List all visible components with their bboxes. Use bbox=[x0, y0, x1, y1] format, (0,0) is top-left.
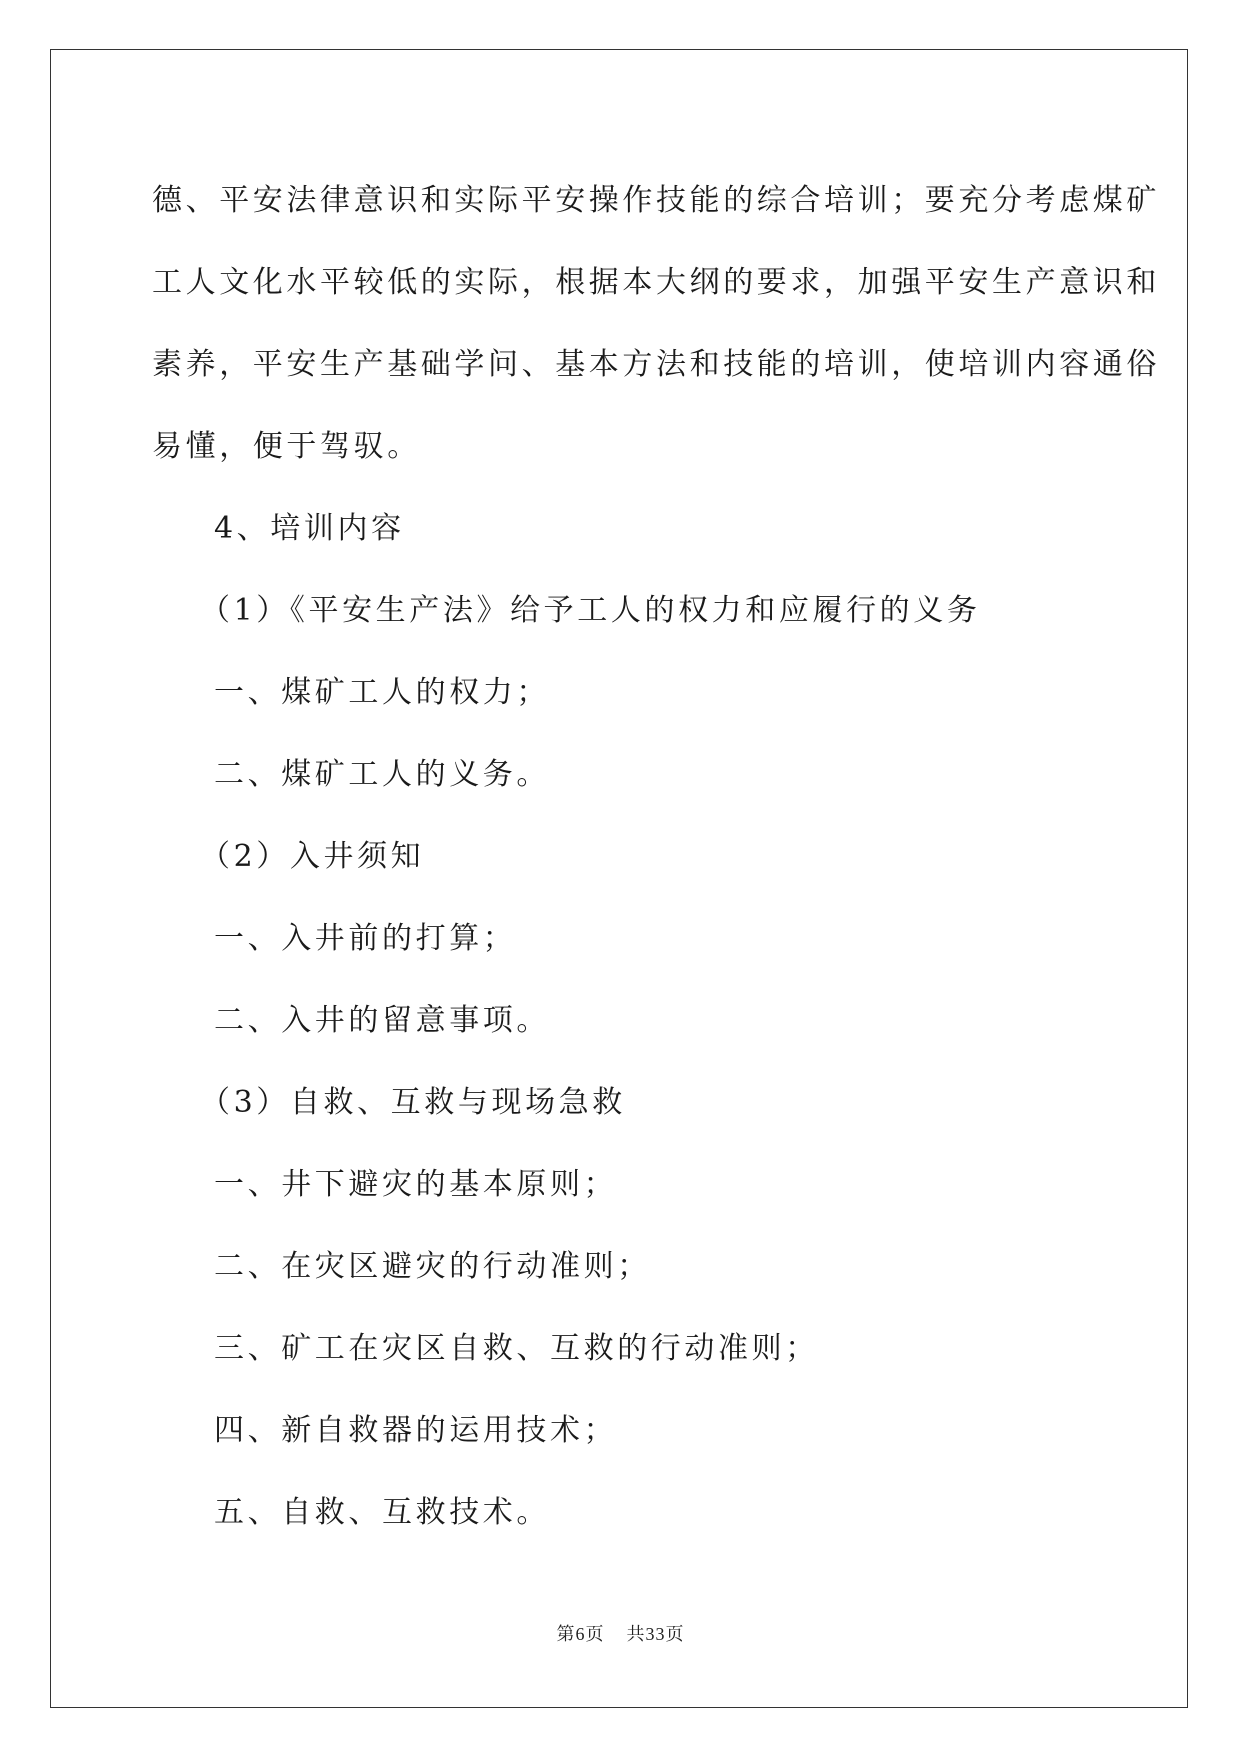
page-total: 共33页 bbox=[626, 1624, 685, 1644]
list-item: 四、新自救器的运用技术； bbox=[214, 1413, 618, 1448]
body-line: 德、平安法律意识和实际平安操作技能的综合培训；要充分考虑煤矿 bbox=[152, 183, 1160, 218]
page-number: 第6页 bbox=[556, 1624, 605, 1644]
subsection-heading: （2）入井须知 bbox=[200, 839, 425, 874]
list-item: 一、井下避灾的基本原则； bbox=[214, 1167, 618, 1202]
subsection-heading: （1）《平安生产法》给予工人的权力和应履行的义务 bbox=[200, 593, 981, 628]
page-footer bbox=[0, 1620, 1241, 1646]
document-body bbox=[152, 160, 1160, 1554]
list-item: 一、入井前的打算； bbox=[214, 921, 517, 956]
section-heading: 4、培训内容 bbox=[214, 511, 405, 546]
list-item: 一、煤矿工人的权力； bbox=[214, 675, 550, 710]
list-item: 二、煤矿工人的义务。 bbox=[214, 757, 550, 792]
list-item: 二、在灾区避灾的行动准则； bbox=[214, 1249, 651, 1284]
list-item: 三、矿工在灾区自救、互救的行动准则； bbox=[214, 1331, 819, 1366]
body-line: 素养，平安生产基础学问、基本方法和技能的培训，使培训内容通俗 bbox=[152, 347, 1160, 382]
body-line: 易懂，便于驾驭。 bbox=[152, 429, 421, 464]
list-item: 五、自救、互救技术。 bbox=[214, 1495, 550, 1530]
list-item: 二、入井的留意事项。 bbox=[214, 1003, 550, 1038]
body-line: 工人文化水平较低的实际，根据本大纲的要求，加强平安生产意识和 bbox=[152, 265, 1160, 300]
subsection-heading: （3）自救、互救与现场急救 bbox=[200, 1085, 626, 1120]
